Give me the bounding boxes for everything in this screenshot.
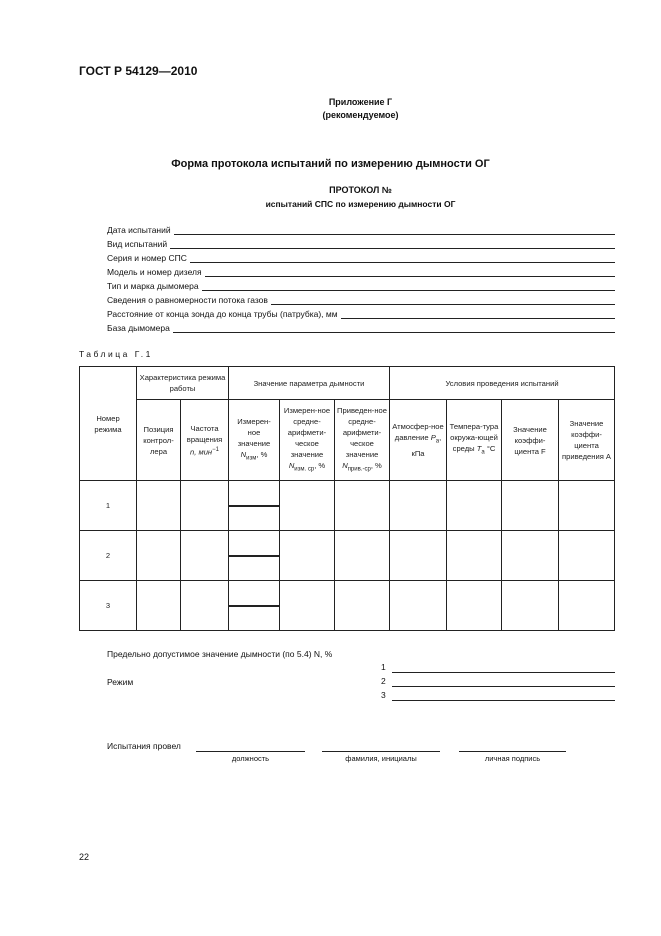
header-pressure: Атмосфер-ное давление $P_а$, кПа (390, 400, 447, 481)
field-label: Сведения о равномерности потока газов (107, 295, 268, 305)
position-line[interactable] (196, 750, 305, 752)
limit-number-1: 1 (381, 662, 386, 672)
field-label: Серия и номер СПС (107, 253, 187, 263)
table-cell[interactable] (137, 581, 181, 631)
measured-subcells[interactable] (229, 581, 280, 631)
limit-number-2: 2 (381, 676, 386, 686)
field-line (173, 323, 615, 333)
field-probe-distance[interactable] (107, 306, 615, 319)
table-cell[interactable] (502, 581, 559, 631)
table-row (80, 481, 615, 531)
field-line (170, 239, 615, 249)
field-label: База дымомера (107, 323, 170, 333)
field-smokemeter-type[interactable] (107, 278, 615, 291)
table-cell[interactable] (447, 531, 502, 581)
table-cell[interactable] (390, 481, 447, 531)
table-cell[interactable] (502, 481, 559, 531)
table-cell[interactable] (137, 481, 181, 531)
header-conditions: Условия проведения испытаний (390, 367, 615, 400)
table-cell[interactable] (137, 531, 181, 581)
table-cell[interactable] (181, 481, 229, 531)
field-line (174, 225, 615, 235)
table-cell[interactable] (390, 531, 447, 581)
name-line[interactable] (322, 750, 440, 752)
table-cell[interactable] (559, 481, 615, 531)
table-cell[interactable] (335, 581, 390, 631)
protocol-title: ПРОТОКОЛ № (329, 185, 392, 195)
field-series-number[interactable] (107, 250, 615, 263)
header-measured: Измерен-ное значение $N_{изм}$, % (229, 400, 280, 481)
table-caption: Таблица Г.1 (79, 349, 153, 359)
table-cell[interactable] (280, 481, 335, 531)
appendix-title: Приложение Г (328, 97, 393, 107)
header-coef-f: Значение коэффи-циента F (502, 400, 559, 481)
header-temperature: Темпера-тура окружа-ющей среды $T_а$ °С (447, 400, 502, 481)
field-line (271, 295, 615, 305)
signature-line[interactable] (459, 750, 566, 752)
form-title: Форма протокола испытаний по измерению дымности ОГ (171, 158, 490, 170)
signature-label: Испытания провел (107, 741, 181, 751)
field-test-date[interactable] (107, 222, 615, 235)
table-cell[interactable] (502, 531, 559, 581)
mode-number-cell: 3 (80, 581, 137, 631)
header-reduced: Приведен-ное средне-арифмети-ческое значение $N_{прив.-ср}$, % (335, 400, 390, 481)
field-line (341, 309, 615, 319)
mode-label: Режим (107, 677, 134, 687)
header-mode-char: Характеристика режима работы (137, 367, 229, 400)
measured-subcells[interactable] (229, 481, 280, 531)
table-cell[interactable] (181, 581, 229, 631)
field-label: Тип и марка дымомера (107, 281, 199, 291)
mode-number-cell: 2 (80, 531, 137, 581)
table-cell[interactable] (559, 581, 615, 631)
measured-subcells[interactable] (229, 531, 280, 581)
table-cell[interactable] (559, 531, 615, 581)
field-line (205, 267, 615, 277)
table-cell[interactable] (335, 481, 390, 531)
protocol-subtitle: испытаний СПС по измерению дымности ОГ (265, 199, 456, 209)
limit-line-2[interactable] (392, 685, 615, 687)
table-cell[interactable] (447, 581, 502, 631)
table-row (80, 581, 615, 631)
table-cell[interactable] (280, 581, 335, 631)
header-coef-a: Значение коэффи-циента приведения A (559, 400, 615, 481)
field-line (202, 281, 615, 291)
appendix-status: (рекомендуемое) (322, 110, 399, 120)
field-flow-uniformity[interactable] (107, 292, 615, 305)
field-label: Дата испытаний (107, 225, 171, 235)
table-cell[interactable] (280, 531, 335, 581)
name-caption: фамилия, инициалы (345, 754, 417, 763)
field-label: Вид испытаний (107, 239, 168, 249)
page-number: 22 (79, 852, 90, 862)
table-row (80, 531, 615, 581)
field-line (190, 253, 615, 263)
table-cell[interactable] (335, 531, 390, 581)
header-mode-number: Номер режима (80, 367, 137, 481)
table-cell[interactable] (390, 581, 447, 631)
header-rotation: Частота вращения n, мин$^{-1}$ (181, 400, 229, 481)
header-smoke-value: Значение параметра дымности (229, 367, 390, 400)
field-smokemeter-base[interactable] (107, 320, 615, 333)
mode-number-cell: 1 (80, 481, 137, 531)
field-test-type[interactable] (107, 236, 615, 249)
header-mean: Измерен-ное средне-арифмети-ческое значение $N_{изм. ср}$, % (280, 400, 335, 481)
field-diesel-model[interactable] (107, 264, 615, 277)
limit-number-3: 3 (381, 690, 386, 700)
field-label: Модель и номер дизеля (107, 267, 202, 277)
position-caption: должность (231, 754, 270, 763)
table-cell[interactable] (181, 531, 229, 581)
field-label: Расстояние от конца зонда до конца трубы (патрубка), мм (107, 309, 338, 319)
limit-line-1[interactable] (392, 671, 615, 673)
limit-line-3[interactable] (392, 699, 615, 701)
smoke-test-table (79, 366, 615, 631)
limit-label: Предельно допустимое значение дымности (по 5.4) N, % (107, 649, 333, 659)
standard-header: ГОСТ Р 54129—2010 (79, 64, 198, 78)
header-position: Позиция контрол-лера (137, 400, 181, 481)
signature-caption: личная подпись (484, 754, 541, 763)
table-cell[interactable] (447, 481, 502, 531)
